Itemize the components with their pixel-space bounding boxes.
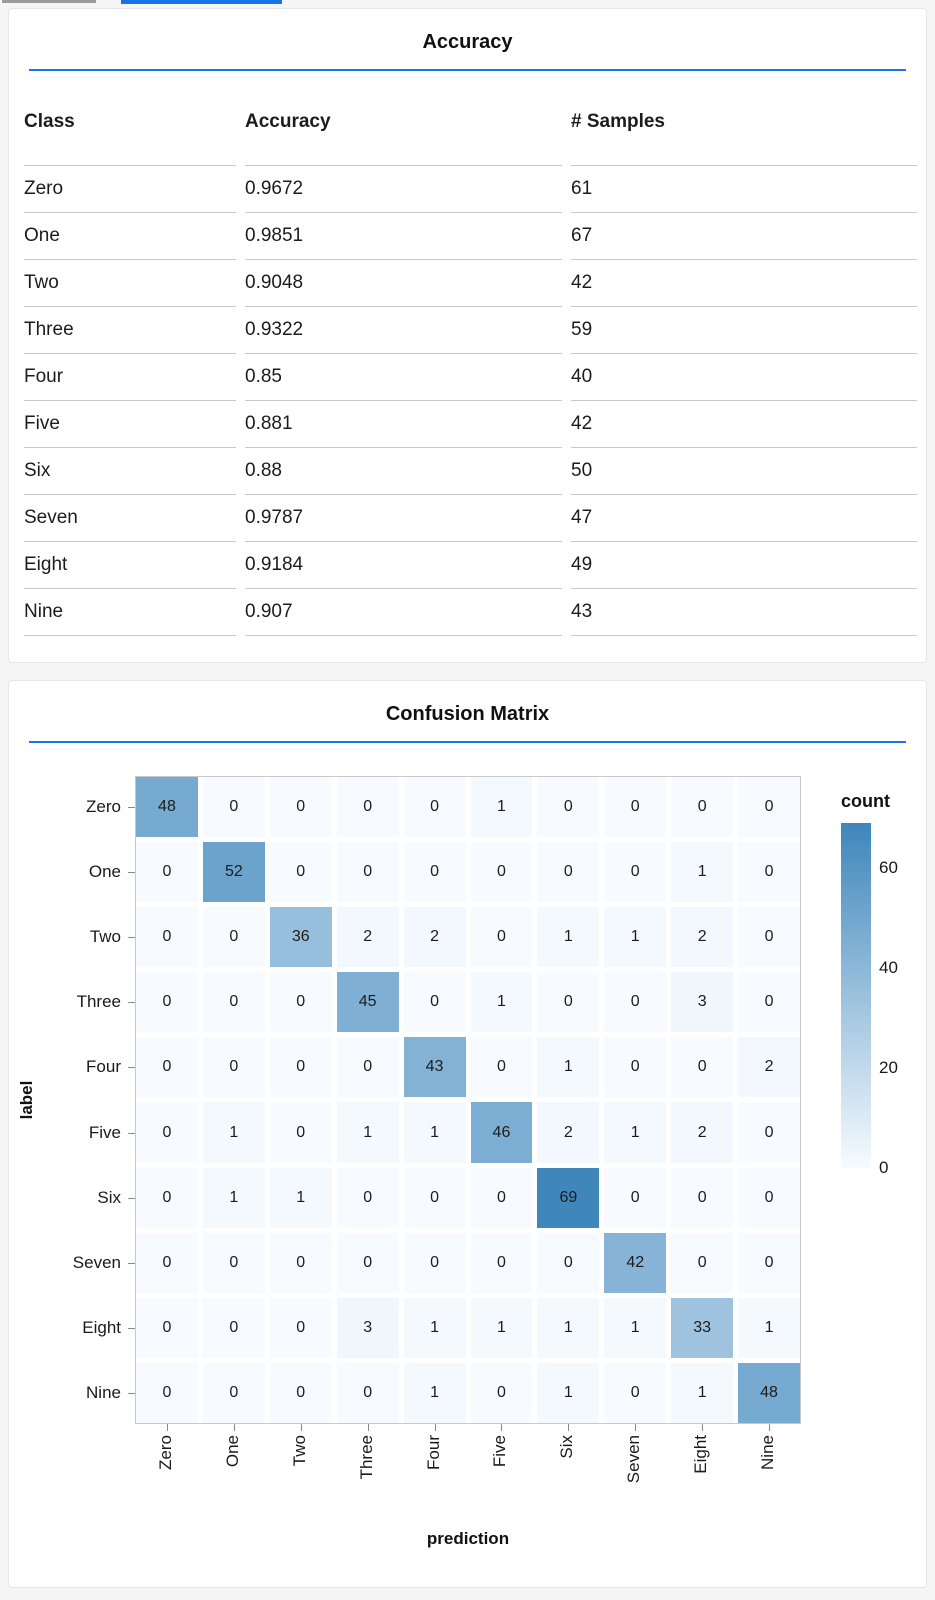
heatmap-cell[interactable]: 0 (136, 1037, 198, 1097)
table-row (24, 259, 915, 306)
x-axis-tick (769, 1424, 770, 1431)
row-class: Five (24, 400, 236, 447)
heatmap-cell[interactable]: 1 (671, 842, 733, 902)
row-samples: 49 (571, 541, 917, 588)
row-class: Seven (24, 494, 236, 541)
heatmap-cell[interactable]: 0 (270, 842, 332, 902)
accuracy-panel-title: Accuracy (422, 31, 513, 53)
heatmap-cell[interactable]: 0 (203, 777, 265, 837)
heatmap-cell[interactable]: 36 (270, 907, 332, 967)
heatmap-cell[interactable]: 0 (604, 777, 666, 837)
y-axis-tick (128, 1002, 135, 1003)
table-row (24, 212, 915, 259)
row-samples: 47 (571, 494, 917, 541)
y-axis-label: One (88, 862, 121, 882)
row-class: Three (24, 306, 236, 353)
heatmap-cell[interactable]: 1 (738, 1298, 800, 1358)
row-class: Two (24, 259, 236, 306)
column-header-accuracy: Accuracy (245, 111, 331, 132)
row-class: Four (24, 353, 236, 400)
heatmap-cell[interactable]: 0 (738, 972, 800, 1032)
table-row (24, 447, 915, 494)
x-axis-tick (435, 1424, 436, 1431)
heatmap-cell[interactable]: 0 (136, 1102, 198, 1162)
heatmap-cell[interactable]: 52 (203, 842, 265, 902)
table-row (24, 165, 915, 212)
row-class: One (24, 212, 236, 259)
heatmap-cell[interactable]: 3 (671, 972, 733, 1032)
row-samples: 42 (571, 400, 917, 447)
x-axis-tick (301, 1424, 302, 1431)
heatmap-cell[interactable]: 1 (604, 907, 666, 967)
accuracy-table (24, 71, 915, 636)
y-axis-label: Nine (86, 1382, 121, 1402)
heatmap-cell[interactable]: 1 (471, 777, 533, 837)
heatmap-cell[interactable]: 0 (604, 842, 666, 902)
heatmap-cell[interactable]: 45 (337, 972, 399, 1032)
heatmap-cell[interactable]: 0 (270, 1363, 332, 1423)
table-row (24, 353, 915, 400)
x-axis-tick (568, 1424, 569, 1431)
heatmap-cell[interactable]: 1 (203, 1102, 265, 1162)
row-accuracy: 0.881 (245, 400, 562, 447)
heatmap-cell[interactable]: 0 (738, 907, 800, 967)
x-axis-label: Six (557, 1435, 577, 1459)
row-accuracy: 0.9672 (245, 165, 562, 212)
heatmap-cell[interactable]: 48 (136, 777, 198, 837)
heatmap-cell[interactable]: 0 (404, 842, 466, 902)
heatmap-cell[interactable]: 0 (136, 1298, 198, 1358)
y-axis-tick (128, 1393, 135, 1394)
heatmap-cell[interactable]: 0 (471, 1233, 533, 1293)
legend-tick-label: 0 (879, 1158, 889, 1177)
heatmap-cell[interactable]: 0 (337, 777, 399, 837)
table-row (24, 400, 915, 447)
heatmap-cell[interactable]: 0 (136, 907, 198, 967)
y-axis-tick (128, 1067, 135, 1068)
x-axis-label: Seven (624, 1435, 644, 1484)
x-axis-label: Zero (155, 1435, 175, 1470)
table-row (24, 588, 915, 635)
y-axis-tick (128, 1133, 135, 1134)
table-row (24, 306, 915, 353)
x-axis-label: Two (289, 1435, 309, 1467)
x-axis-tick (167, 1424, 168, 1431)
heatmap-cell[interactable]: 1 (604, 1298, 666, 1358)
heatmap-cell[interactable]: 0 (203, 1037, 265, 1097)
heatmap-cell[interactable]: 0 (136, 1168, 198, 1228)
heatmap-cell[interactable]: 1 (337, 1102, 399, 1162)
row-samples: 67 (571, 212, 917, 259)
heatmap-cell[interactable]: 1 (604, 1102, 666, 1162)
heatmap-cell[interactable]: 0 (471, 842, 533, 902)
accuracy-table-header (24, 71, 915, 165)
heatmap-cell[interactable]: 0 (136, 972, 198, 1032)
heatmap-cell[interactable]: 0 (604, 972, 666, 1032)
heatmap-cell[interactable]: 0 (471, 1037, 533, 1097)
heatmap-cell[interactable]: 0 (337, 1168, 399, 1228)
legend-tick-label: 40 (879, 958, 898, 977)
column-header-samples: # Samples (571, 111, 665, 132)
table-row (24, 494, 915, 541)
heatmap-cell[interactable]: 0 (537, 1233, 599, 1293)
heatmap-cell[interactable]: 43 (404, 1037, 466, 1097)
heatmap-cell[interactable]: 0 (537, 777, 599, 837)
heatmap-cell[interactable]: 48 (738, 1363, 800, 1423)
heatmap-cell[interactable]: 2 (671, 907, 733, 967)
heatmap-cell[interactable]: 1 (471, 1298, 533, 1358)
row-class: Nine (24, 588, 236, 635)
heatmap-cell[interactable]: 0 (136, 1363, 198, 1423)
row-accuracy: 0.85 (245, 353, 562, 400)
heatmap-cell[interactable]: 0 (337, 1037, 399, 1097)
x-axis-label: Five (490, 1435, 510, 1468)
heatmap-cell[interactable]: 1 (404, 1298, 466, 1358)
heatmap-cell[interactable]: 0 (270, 1298, 332, 1358)
x-axis-label: Four (423, 1435, 443, 1470)
x-axis-label: One (222, 1435, 242, 1468)
row-samples: 61 (571, 165, 917, 212)
heatmap-cell[interactable]: 0 (337, 842, 399, 902)
heatmap-cell[interactable]: 46 (471, 1102, 533, 1162)
y-axis-label: Seven (72, 1252, 121, 1272)
y-axis-label: Eight (82, 1317, 121, 1337)
confusion-matrix-panel (8, 680, 927, 1588)
heatmap-cell[interactable]: 0 (337, 1233, 399, 1293)
heatmap-cell[interactable]: 0 (671, 1037, 733, 1097)
heatmap-cell[interactable]: 2 (404, 907, 466, 967)
heatmap-cell[interactable]: 1 (270, 1168, 332, 1228)
column-header-class: Class (24, 111, 75, 132)
heatmap-cell[interactable]: 0 (404, 1233, 466, 1293)
heatmap-cell[interactable]: 1 (537, 1363, 599, 1423)
y-axis-label: Five (88, 1122, 121, 1142)
y-axis-tick (128, 1198, 135, 1199)
heatmap-cell[interactable]: 0 (270, 1037, 332, 1097)
y-axis-tick (128, 872, 135, 873)
table-row (24, 541, 915, 588)
heatmap-cell[interactable]: 0 (270, 972, 332, 1032)
row-accuracy: 0.9048 (245, 259, 562, 306)
accuracy-table-end-rule (24, 635, 915, 636)
y-axis-label: Six (97, 1187, 121, 1207)
heatmap-cell[interactable]: 0 (270, 1233, 332, 1293)
accuracy-panel (8, 8, 927, 663)
heatmap-cell[interactable]: 0 (471, 1363, 533, 1423)
heatmap-plot-area (135, 776, 801, 1424)
y-axis-tick (128, 807, 135, 808)
heatmap-cell[interactable]: 1 (537, 1037, 599, 1097)
y-axis-label: Zero (86, 797, 121, 817)
heatmap-cell[interactable]: 0 (604, 1037, 666, 1097)
confusion-panel-title: Confusion Matrix (385, 703, 550, 725)
legend-gradient-bar (841, 823, 871, 1168)
heatmap-cell[interactable]: 0 (136, 842, 198, 902)
x-axis-tick (501, 1424, 502, 1431)
legend-title: count (841, 791, 890, 811)
heatmap-cell[interactable]: 0 (738, 1102, 800, 1162)
confusion-title-rule (29, 741, 906, 743)
top-gray-bar-fragment (2, 0, 96, 3)
heatmap-cell[interactable]: 0 (203, 1298, 265, 1358)
heatmap-cell[interactable]: 1 (404, 1363, 466, 1423)
x-axis-tick (702, 1424, 703, 1431)
heatmap-cell[interactable]: 0 (404, 1168, 466, 1228)
x-axis-tick (635, 1424, 636, 1431)
legend-tick-label: 60 (879, 858, 898, 877)
row-accuracy: 0.9322 (245, 306, 562, 353)
heatmap-cell[interactable]: 2 (337, 907, 399, 967)
row-accuracy: 0.88 (245, 447, 562, 494)
x-axis-label: Nine (758, 1435, 778, 1470)
heatmap-cell[interactable]: 0 (738, 777, 800, 837)
legend-tick-label: 20 (879, 1058, 898, 1077)
heatmap-cell[interactable]: 0 (203, 972, 265, 1032)
heatmap-cell[interactable]: 0 (270, 1102, 332, 1162)
heatmap-cell[interactable]: 0 (404, 777, 466, 837)
row-samples: 40 (571, 353, 917, 400)
row-samples: 59 (571, 306, 917, 353)
x-axis-label: Three (356, 1435, 376, 1480)
heatmap-cell[interactable]: 0 (203, 907, 265, 967)
heatmap-cell[interactable]: 0 (270, 777, 332, 837)
row-samples: 43 (571, 588, 917, 635)
y-axis-label: Two (89, 927, 121, 947)
row-class: Zero (24, 165, 236, 212)
y-axis-tick (128, 1263, 135, 1264)
y-axis-label: Four (86, 1057, 121, 1077)
heatmap-cell[interactable]: 0 (738, 1168, 800, 1228)
heatmap-cell[interactable]: 0 (471, 907, 533, 967)
accuracy-table-body (24, 165, 915, 635)
row-accuracy: 0.9851 (245, 212, 562, 259)
row-accuracy: 0.9787 (245, 494, 562, 541)
heatmap-cell[interactable]: 33 (671, 1298, 733, 1358)
heatmap-cell[interactable]: 0 (537, 972, 599, 1032)
heatmap-cell[interactable]: 1 (471, 972, 533, 1032)
heatmap-cell[interactable]: 1 (537, 1298, 599, 1358)
heatmap-cell[interactable]: 1 (671, 1363, 733, 1423)
heatmap-cell[interactable]: 1 (203, 1168, 265, 1228)
x-axis-label: Eight (691, 1435, 711, 1474)
row-accuracy: 0.9184 (245, 541, 562, 588)
heatmap-cell[interactable]: 2 (537, 1102, 599, 1162)
x-axis-title: prediction (426, 1529, 510, 1548)
x-axis-tick (368, 1424, 369, 1431)
y-axis-tick (128, 1328, 135, 1329)
heatmap-cell[interactable]: 0 (203, 1233, 265, 1293)
heatmap-cell[interactable]: 42 (604, 1233, 666, 1293)
heatmap-cell[interactable]: 0 (738, 842, 800, 902)
row-class: Eight (24, 541, 236, 588)
heatmap-cell[interactable]: 0 (604, 1168, 666, 1228)
heatmap-cell[interactable]: 2 (671, 1102, 733, 1162)
heatmap-cell[interactable]: 0 (738, 1233, 800, 1293)
heatmap-cell[interactable]: 3 (337, 1298, 399, 1358)
heatmap-cell[interactable]: 0 (537, 842, 599, 902)
y-axis-tick (128, 937, 135, 938)
heatmap-cell[interactable]: 0 (136, 1233, 198, 1293)
y-axis-title: label (17, 1080, 36, 1120)
active-tab-underline (121, 0, 282, 4)
row-class: Six (24, 447, 236, 494)
heatmap-cell[interactable]: 1 (404, 1102, 466, 1162)
y-axis-label: Three (76, 992, 121, 1012)
heatmap-cell[interactable]: 0 (203, 1363, 265, 1423)
x-axis-tick (234, 1424, 235, 1431)
heatmap-cell[interactable]: 0 (671, 777, 733, 837)
row-samples: 42 (571, 259, 917, 306)
heatmap-cell[interactable]: 0 (671, 1233, 733, 1293)
heatmap-cell[interactable]: 1 (537, 907, 599, 967)
row-samples: 50 (571, 447, 917, 494)
heatmap-cell[interactable]: 0 (671, 1168, 733, 1228)
heatmap-cell[interactable]: 0 (604, 1363, 666, 1423)
heatmap-cell[interactable]: 0 (471, 1168, 533, 1228)
heatmap-cell[interactable]: 2 (738, 1037, 800, 1097)
heatmap-cell[interactable]: 69 (537, 1168, 599, 1228)
heatmap-cell[interactable]: 0 (404, 972, 466, 1032)
heatmap-cell[interactable]: 0 (337, 1363, 399, 1423)
row-accuracy: 0.907 (245, 588, 562, 635)
